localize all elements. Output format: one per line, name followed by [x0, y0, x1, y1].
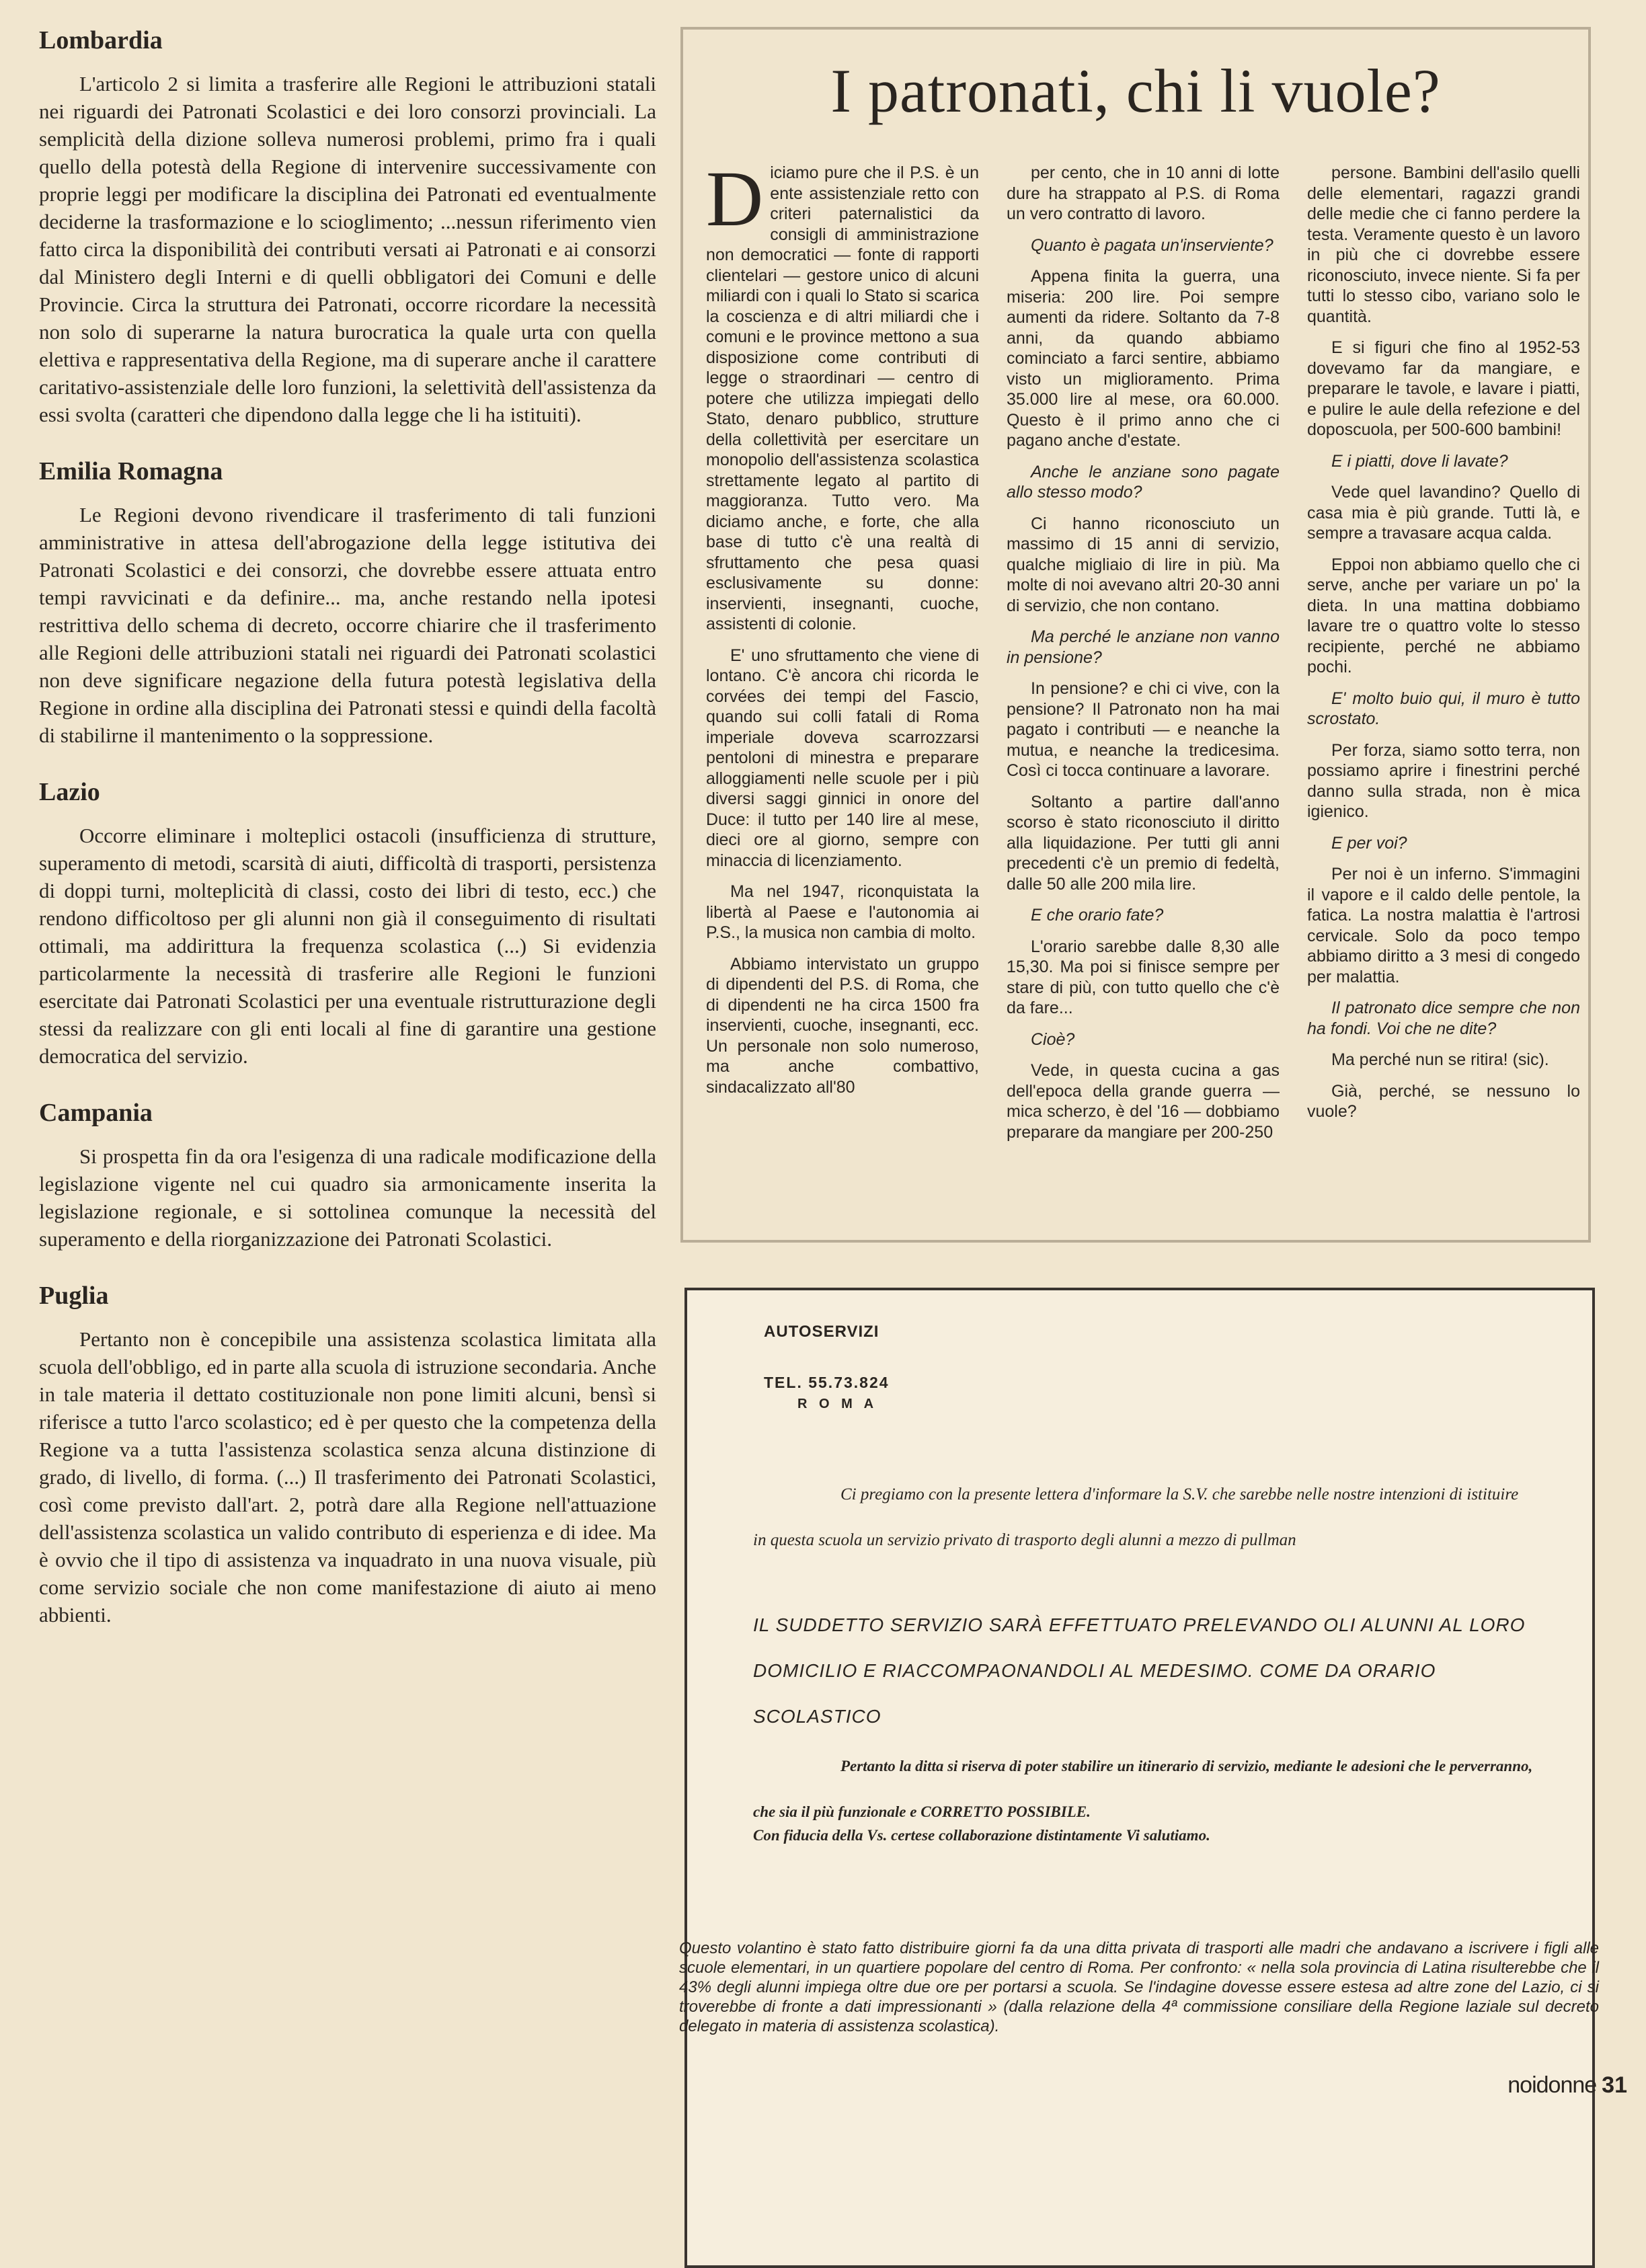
flyer-intro: Ci pregiamo con la presente lettera d'informare la S.V. che sarebbe nelle nostre intenzioni di istituire in questa scuola un servizio privato di trasporto degli alunni a mezzo di pullman: [753, 1485, 1519, 1549]
interview-question: Ma perché le anziane non vanno in pensione?: [1007, 627, 1280, 667]
interview-answer: In pensione? e chi ci vive, con la pensione? Il Patronato non ha mai pagato i contributi — e neanche la mutua, e neanche la tredicesima. Così ci tocca continuare a lavorare.: [1007, 679, 1280, 780]
section-title: Lazio: [39, 778, 100, 806]
interview-answer: Eppoi non abbiamo quello che ci serve, anche per variare un po' la dieta. In una mattina dobbiamo lavare tre o quattro volte lo stesso recipiente, perché ne abbiamo pochi.: [1307, 555, 1580, 676]
section-puglia: [39, 1281, 656, 1629]
flyer-city: R O M A: [797, 1397, 878, 1411]
section-text: L'articolo 2 si limita a trasferire alle Regioni le attribuzioni statali nei riguardi dei Patronati Scolastici e dei loro consorzi provinciali. La semplicità della dizione solleva numerosi problemi, primo fra i quali quello della potestà della Regione di intervenire successivamente con proprie leggi per modificare la disciplina dei Patronati ed eventualmente deciderne la trasformazione e lo scioglimento; ...nessun riferimento vien fatto circa la disponibilità dei contributi versati ai Patronati e ai consorzi dal Ministero degli Interni e di quelli obbligatori dei Comuni e delle Provincie. Circa la struttura dei Patronati, occorre ricordare la necessità non solo di superarne la natura burocratica la quale urta con quella elettiva e rappresentativa della Regione, ma di superare anche il carattere caritativo-assistenziale delle loro funzioni, la selettività dell'assistenza da essi svolta (caratteri che dipendono dalla legge che li ha istituiti).: [39, 72, 656, 426]
interview-column-2: [1007, 163, 1280, 1225]
flyer-service: IL SUDDETTO SERVIZIO SARÀ EFFETTUATO PRELEVANDO OLI ALUNNI AL LORO DOMICILIO E RIACCOMPAONANDOLI AL MEDESIMO. COME DA ORARIO SCOLASTICO: [753, 1614, 1526, 1727]
section-title: Puglia: [39, 1282, 109, 1310]
interview-answer: Per noi è un inferno. S'immagini il vapore e il caldo delle pentole, la fatica. La nostra malattia è l'artrosi cervicale. Solo da poco tempo abbiamo diritto a 3 mesi di congedo per malattia.: [1307, 865, 1580, 986]
section-lombardia: [39, 26, 656, 428]
interview-answer: E si figuri che fino al 1952-53 dovevamo far da mangiare, e preparare le tavole, e lavare i piatti, e pulire le aule della refezione e del doposcuola, per 500-600 bambini!: [1307, 338, 1580, 439]
section-emilia-romagna: [39, 457, 656, 749]
interview-answer: Ma perché nun se ritira! (sic).: [1331, 1050, 1549, 1069]
flyer-caption: Questo volantino è stato fatto distribuire giorni fa da una ditta privata di trasporti alle madri che andavano a iscrivere i figli alle scuole elementari, in un quartiere popolare del centro di Roma. Per confronto: « nella sola provincia di Latina risulterebbe che il 43% degli alunni impiega oltre due ore per portarsi a scuola. Se l'indagine dovesse essere estesa ad altre zone del Lazio, ci si troverebbe di fronte a dati impressionanti » (dalla relazione della 4ª commissione consiliare della Regione laziale sul decreto delegato in materia di assistenza scolastica).: [679, 1939, 1599, 2035]
flyer-company: AUTOSERVIZI: [764, 1323, 879, 1341]
interview-question: E per voi?: [1331, 833, 1407, 853]
interview-columns: [706, 155, 1580, 1225]
interview-answer: per cento, che in 10 anni di lotte dure ha strappato al P.S. di Roma un vero contratto di lavoro.: [1007, 163, 1280, 223]
interview-answer: Ma nel 1947, riconquistata la libertà al Paese e l'autonomia ai P.S., la musica non cambia di molto.: [706, 882, 979, 942]
interview-question: E' molto buio qui, il muro è tutto scrostato.: [1307, 689, 1580, 728]
section-title: Lombardia: [39, 26, 163, 54]
interview-answer: Vede, in questa cucina a gas dell'epoca della grande guerra — mica scherzo, è del '16 — dobbiamo preparare da mangiare per 200-250: [1007, 1061, 1280, 1142]
interview-question: Anche le anziane sono pagate allo stesso modo?: [1007, 462, 1280, 502]
interview-answer: Soltanto a partire dall'anno scorso è stato riconosciuto il diritto alla liquidazione. Per tutti gli anni precedenti c'è un premio di fedeltà, dalle 50 alle 200 mila lire.: [1007, 792, 1280, 894]
interview-answer: Già, perché, se nessuno lo vuole?: [1307, 1081, 1580, 1121]
interview-question: E i piatti, dove li lavate?: [1331, 451, 1508, 471]
flyer-letter: [684, 1288, 1595, 2268]
section-text: Si prospetta fin da ora l'esigenza di una radicale modificazione della legislazione vigente nel cui quadro sia armonicamente inserita la legislazione regionale, e si sottolinea comunque la necessità del superamento e della riorganizzazione dei Patronati Scolastici.: [39, 1144, 656, 1251]
interview-answer: Diciamo pure che il P.S. è un ente assistenziale retto con criteri paternalistici da consigli di amministrazione non democratici — fonte di rapporti clientelari — gestore unico di alcuni miliardi con i quali lo Stato si scarica la coscienza e di altri miliardi che i comuni e le province mettono a sua disposizione come contributi di legge o straordinari — centro di potere che utilizza impiegati dello Stato, denaro pubblico, strutture della collettività per esercitare un monopolio dell'assistenza scolastica strettamente legato al partito di maggioranza. Tutto vero. Ma diciamo anche, e forte, che alla base di tutto c'è una realtà di sfruttamento che pesa quasi esclusivamente su donne: inservienti, insegnanti, cuoche, assistenti di colonie.: [706, 155, 979, 633]
section-title: Emilia Romagna: [39, 457, 223, 485]
interview-answer: Vede quel lavandino? Quello di casa mia è più grande. Tutti là, e sempre a travasare acqua calda.: [1307, 483, 1580, 543]
interview-column-1: [706, 155, 979, 1225]
left-column: [39, 26, 656, 1657]
section-campania: [39, 1098, 656, 1253]
interview-box: [680, 27, 1591, 1243]
interview-question: Quanto è pagata un'inserviente?: [1031, 235, 1273, 255]
interview-answer: E' uno sfruttamento che viene di lontano. C'è ancora chi ricorda le corvées dei tempi del Fascio, quando sui colli fatali di Roma imperiale doveva scarrozzarsi pentoloni di minestra e preparare alloggiamenti nelle scuole per i più diversi saggi ginnici in onore del Duce: il tutto per 140 lire al mese, dieci ore al giorno, sempre con minaccia di licenziamento.: [706, 646, 979, 870]
section-text: Le Regioni devono rivendicare il trasferimento di tali funzioni amministrative in attesa dell'abrogazione della legge istitutiva dei Patronati Scolastici e dei consorzi, che dovrebbe essere attuata entro tempi ravvicinati e da definire... ma, anche restando nella ipotesi restrittiva dello schema di decreto, occorre chiarire che il trasferimento alle Regioni delle attribuzioni statali nei riguardi dei Patronati scolastici non deve significare negazione della futura potestà legislativa della Regione in ordine alla disciplina dei Patronati stessi e quindi della facoltà di stabilirne il mantenimento o la soppressione.: [39, 503, 656, 747]
interview-answer: persone. Bambini dell'asilo quelli delle elementari, ragazzi grandi delle medie che ci fanno perdere la testa. Veramente questo è un lavoro in più che ci dovrebbe essere riconosciuto, invece niente. Si fa per tutti lo stesso cibo, variano solo le quantità.: [1307, 163, 1580, 326]
section-text: Occorre eliminare i molteplici ostacoli (insufficienza di strutture, superamento di metodi, scarsità di aiuti, difficoltà di trasporti, persistenza di doppi turni, molteplicità di classi, costo dei libri di testo, ecc.) che rendono difficoltoso per gli alunni non già il conseguimento di risultati ottimali, ma addirittura la frequenza scolastica (...) Si evidenzia particolarmente la necessità di trasferire alle Regioni le funzioni esercitate dai Patronati Scolastici per una eventuale ristrutturazione degli stessi da realizzare con gli enti locali al fine di garantire una gestione democratica del servizio.: [39, 824, 656, 1068]
page-footer: [1507, 2072, 1627, 2099]
interview-answer: Appena finita la guerra, una miseria: 200 lire. Poi sempre aumenti da ridere. Soltanto da 7-8 anni, da quando abbiamo cominciato a farci sentire, abbiamo visto un miglioramento. Prima 35.000 lire al mese, ora 60.000. Questo è il primo anno che ci pagano anche d'estate.: [1007, 267, 1280, 450]
interview-answer: Per forza, siamo sotto terra, non possiamo aprire i finestrini perché danno sulla strada, non è mica igienico.: [1307, 740, 1580, 821]
flyer-itinerary: Pertanto la ditta si riserva di poter stabilire un itinerario di servizio, mediante le adesioni che le perverranno, che sia il più funzionale e CORRETTO POSSIBILE.: [753, 1758, 1533, 1820]
interview-answer: L'orario sarebbe dalle 8,30 alle 15,30. Ma poi si finisce sempre per stare di più, con tutto quello che c'è da fare...: [1007, 937, 1280, 1017]
flyer-telephone: TEL. 55.73.824: [764, 1374, 890, 1391]
drop-cap: D: [706, 155, 764, 243]
page-number: 31: [1602, 2072, 1627, 2098]
interview-title: I patronati, chi li vuole?: [830, 56, 1441, 125]
interview-column-3: [1307, 163, 1580, 1225]
interview-question: Cioè?: [1031, 1029, 1075, 1049]
interview-question: E che orario fate?: [1031, 906, 1164, 925]
interview-answer: Abbiamo intervistato un gruppo di dipendenti del P.S. di Roma, che di dipendenti ne ha circa 1500 fra inservienti, cuoche, insegnanti, ecc. Un personale non solo numeroso, ma anche combattivo, sindacalizzato all'80: [706, 954, 979, 1097]
interview-question: Il patronato dice sempre che non ha fondi. Voi che ne dite?: [1307, 999, 1580, 1038]
section-title: Campania: [39, 1099, 153, 1127]
section-text: Pertanto non è concepibile una assistenza scolastica limitata alla scuola dell'obbligo, ed in parte alla scuola di istruzione secondaria. Anche in tale materia il dettato costituzionale non pone limiti alcuni, bensì si riferisce a tutto l'arco scolastico; ed è per questo che la competenza della Regione va a tutta l'assistenza scolastica senza alcuna distinzione di grado, di livello, di forma. (...) Il trasferimento dei Patronati Scolastici, così come previsto dall'art. 2, potrà dare alla Regione nell'attuazione dell'assistenza scolastica un valido contributo di esperienza e di idee. Ma è ovvio che il tipo di assistenza va inquadrato in una nuova visuale, più come servizio sociale che non come manifestazione di aiuto ai meno abbienti.: [39, 1327, 656, 1627]
flyer-closing: Con fiducia della Vs. certese collaborazione distintamente Vi salutiamo.: [753, 1827, 1210, 1844]
interview-answer: Ci hanno riconosciuto un massimo di 15 anni di servizio, qualche migliaio di lire in più. Ma molte di noi avevano altri 20-30 anni di servizio, che non contano.: [1007, 514, 1280, 615]
magazine-name: noidonne: [1507, 2072, 1597, 2098]
section-lazio: [39, 777, 656, 1070]
